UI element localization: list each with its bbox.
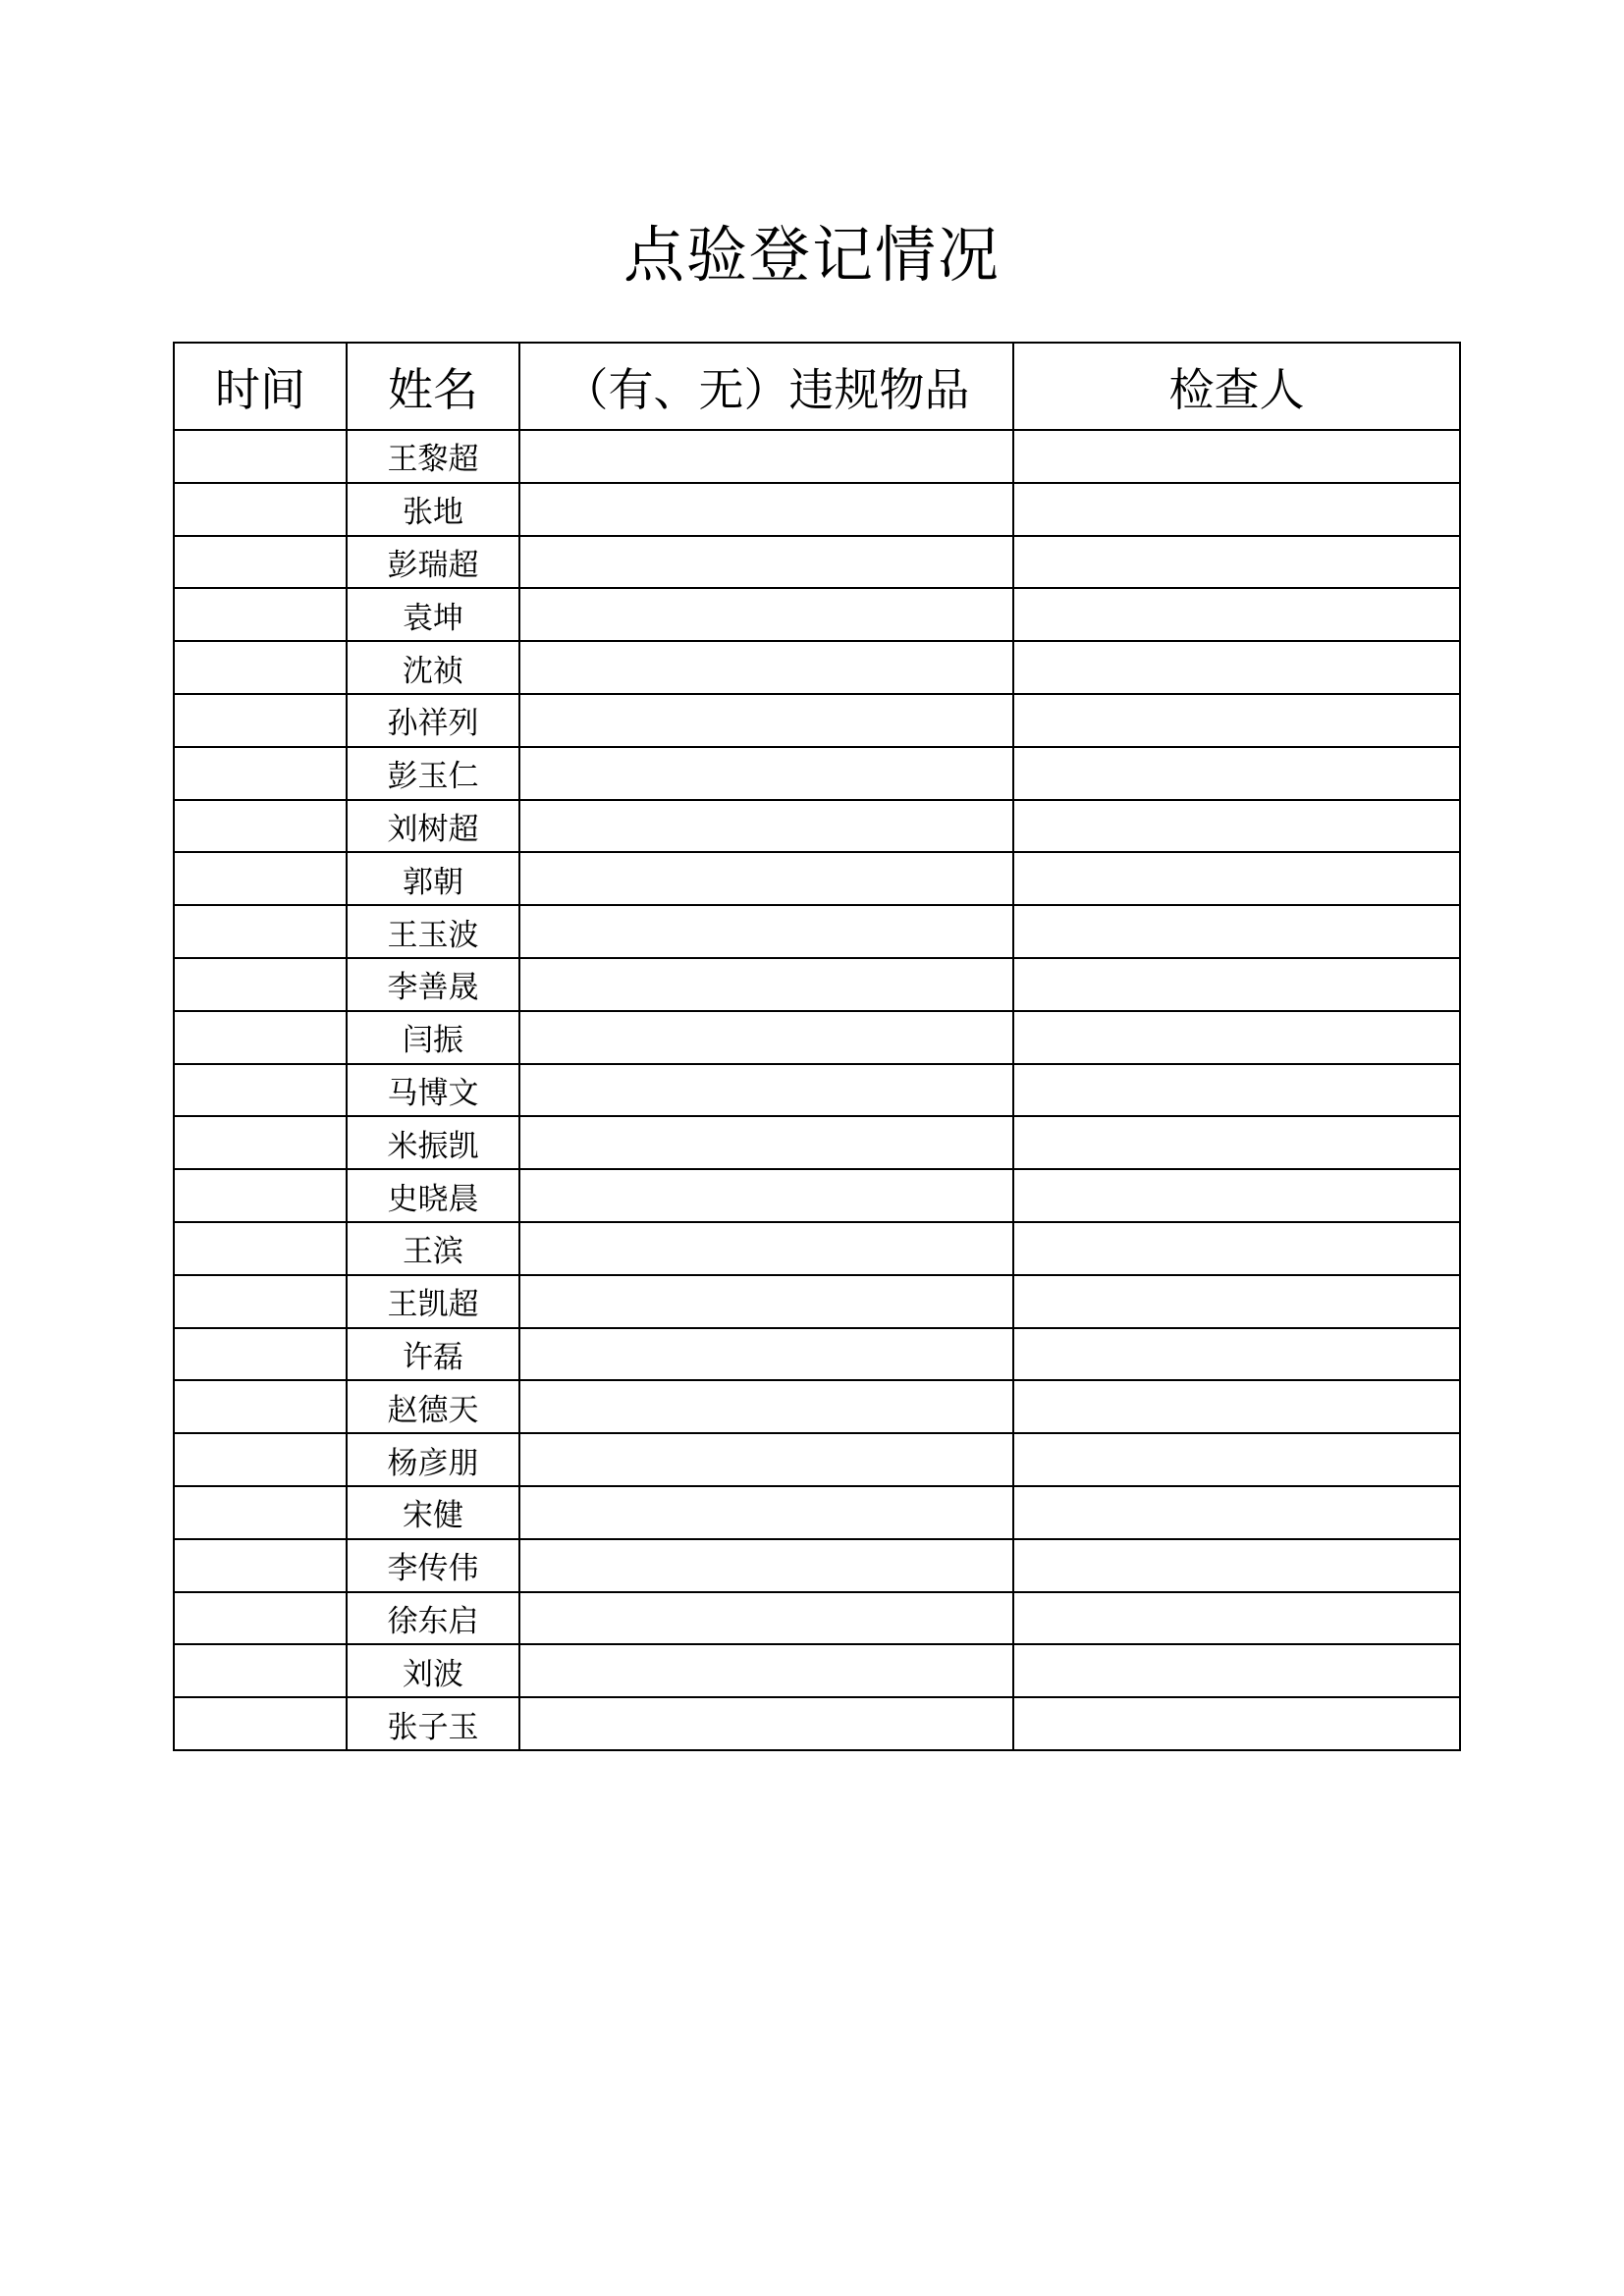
table-row — [174, 483, 1460, 536]
table-row — [174, 905, 1460, 958]
time-cell[interactable] — [174, 1644, 347, 1697]
name-cell: 王凯超 — [347, 1275, 519, 1328]
name-cell: 郭朝 — [347, 852, 519, 905]
items-cell[interactable] — [519, 1644, 1013, 1697]
inspector-cell[interactable] — [1013, 1328, 1460, 1381]
time-cell[interactable] — [174, 747, 347, 800]
items-cell[interactable] — [519, 958, 1013, 1011]
inspector-cell[interactable] — [1013, 1486, 1460, 1539]
name-cell: 米振凯 — [347, 1116, 519, 1169]
time-cell[interactable] — [174, 1275, 347, 1328]
time-cell[interactable] — [174, 588, 347, 641]
inspector-cell[interactable] — [1013, 1644, 1460, 1697]
items-cell[interactable] — [519, 747, 1013, 800]
table-row — [174, 958, 1460, 1011]
time-cell[interactable] — [174, 1116, 347, 1169]
name-cell: 赵德天 — [347, 1380, 519, 1433]
name-cell: 王黎超 — [347, 430, 519, 483]
items-cell[interactable] — [519, 1486, 1013, 1539]
table-row — [174, 1222, 1460, 1275]
time-cell[interactable] — [174, 905, 347, 958]
items-cell[interactable] — [519, 1539, 1013, 1592]
time-cell[interactable] — [174, 536, 347, 589]
inspector-cell[interactable] — [1013, 1116, 1460, 1169]
inspector-cell[interactable] — [1013, 1539, 1460, 1592]
name-cell: 马博文 — [347, 1064, 519, 1117]
page-title: 点验登记情况 — [623, 219, 1001, 291]
inspector-cell[interactable] — [1013, 694, 1460, 747]
name-cell: 闫振 — [347, 1011, 519, 1064]
items-cell[interactable] — [519, 1222, 1013, 1275]
name-cell: 张地 — [347, 483, 519, 536]
table-body — [174, 430, 1460, 1750]
name-cell: 张子玉 — [347, 1697, 519, 1750]
inspector-cell[interactable] — [1013, 641, 1460, 694]
name-cell: 沈祯 — [347, 641, 519, 694]
time-cell[interactable] — [174, 483, 347, 536]
time-cell[interactable] — [174, 1433, 347, 1486]
items-cell[interactable] — [519, 536, 1013, 589]
table-row — [174, 800, 1460, 853]
items-cell[interactable] — [519, 1697, 1013, 1750]
inspector-cell[interactable] — [1013, 1169, 1460, 1222]
table-row — [174, 1380, 1460, 1433]
inspector-cell[interactable] — [1013, 1592, 1460, 1645]
time-cell[interactable] — [174, 1380, 347, 1433]
time-cell[interactable] — [174, 1328, 347, 1381]
name-cell: 宋健 — [347, 1486, 519, 1539]
inspector-cell[interactable] — [1013, 1697, 1460, 1750]
inspector-cell[interactable] — [1013, 1380, 1460, 1433]
time-cell[interactable] — [174, 1697, 347, 1750]
items-cell[interactable] — [519, 1380, 1013, 1433]
time-cell[interactable] — [174, 1222, 347, 1275]
name-cell: 杨彦朋 — [347, 1433, 519, 1486]
time-cell[interactable] — [174, 1539, 347, 1592]
time-cell[interactable] — [174, 1011, 347, 1064]
name-cell: 徐东启 — [347, 1592, 519, 1645]
table-row — [174, 588, 1460, 641]
inspector-cell[interactable] — [1013, 852, 1460, 905]
items-cell[interactable] — [519, 1169, 1013, 1222]
inspection-register-table — [173, 342, 1461, 1751]
inspector-cell[interactable] — [1013, 1064, 1460, 1117]
inspector-cell[interactable] — [1013, 1433, 1460, 1486]
table-row — [174, 1539, 1460, 1592]
table-row — [174, 1275, 1460, 1328]
header-items: （有、无）违规物品 — [519, 343, 1013, 430]
name-cell: 王滨 — [347, 1222, 519, 1275]
items-cell[interactable] — [519, 1275, 1013, 1328]
name-cell: 刘树超 — [347, 800, 519, 853]
time-cell[interactable] — [174, 1486, 347, 1539]
inspector-cell[interactable] — [1013, 430, 1460, 483]
inspector-cell[interactable] — [1013, 905, 1460, 958]
name-cell: 彭玉仁 — [347, 747, 519, 800]
table-row — [174, 852, 1460, 905]
table-row — [174, 1011, 1460, 1064]
items-cell[interactable] — [519, 1011, 1013, 1064]
table-row — [174, 1116, 1460, 1169]
table-row — [174, 641, 1460, 694]
time-cell[interactable] — [174, 694, 347, 747]
name-cell: 王玉波 — [347, 905, 519, 958]
table-row — [174, 430, 1460, 483]
time-cell[interactable] — [174, 430, 347, 483]
items-cell[interactable] — [519, 905, 1013, 958]
time-cell[interactable] — [174, 958, 347, 1011]
time-cell[interactable] — [174, 1592, 347, 1645]
items-cell[interactable] — [519, 694, 1013, 747]
table-row — [174, 694, 1460, 747]
table-header-row — [174, 343, 1460, 430]
time-cell[interactable] — [174, 641, 347, 694]
inspector-cell[interactable] — [1013, 800, 1460, 853]
table-row — [174, 1328, 1460, 1381]
inspector-cell[interactable] — [1013, 1275, 1460, 1328]
time-cell[interactable] — [174, 852, 347, 905]
inspector-cell[interactable] — [1013, 483, 1460, 536]
name-cell: 史晓晨 — [347, 1169, 519, 1222]
items-cell[interactable] — [519, 1116, 1013, 1169]
inspector-cell[interactable] — [1013, 1011, 1460, 1064]
table-row — [174, 536, 1460, 589]
name-cell: 许磊 — [347, 1328, 519, 1381]
items-cell[interactable] — [519, 1592, 1013, 1645]
name-cell: 袁坤 — [347, 588, 519, 641]
table-row — [174, 1064, 1460, 1117]
name-cell: 彭瑞超 — [347, 536, 519, 589]
time-cell[interactable] — [174, 800, 347, 853]
inspector-cell[interactable] — [1013, 958, 1460, 1011]
table-row — [174, 1697, 1460, 1750]
name-cell: 孙祥列 — [347, 694, 519, 747]
items-cell[interactable] — [519, 1433, 1013, 1486]
inspector-cell[interactable] — [1013, 1222, 1460, 1275]
items-cell[interactable] — [519, 641, 1013, 694]
table-row — [174, 1169, 1460, 1222]
items-cell[interactable] — [519, 483, 1013, 536]
name-cell: 刘波 — [347, 1644, 519, 1697]
header-inspector: 检查人 — [1013, 343, 1460, 430]
items-cell[interactable] — [519, 1064, 1013, 1117]
inspector-cell[interactable] — [1013, 536, 1460, 589]
time-cell[interactable] — [174, 1169, 347, 1222]
inspector-cell[interactable] — [1013, 588, 1460, 641]
table-row — [174, 1433, 1460, 1486]
items-cell[interactable] — [519, 852, 1013, 905]
name-cell: 李传伟 — [347, 1539, 519, 1592]
items-cell[interactable] — [519, 430, 1013, 483]
items-cell[interactable] — [519, 800, 1013, 853]
table-row — [174, 1644, 1460, 1697]
table-row — [174, 747, 1460, 800]
table-row — [174, 1592, 1460, 1645]
items-cell[interactable] — [519, 1328, 1013, 1381]
time-cell[interactable] — [174, 1064, 347, 1117]
inspector-cell[interactable] — [1013, 747, 1460, 800]
items-cell[interactable] — [519, 588, 1013, 641]
header-name: 姓名 — [347, 343, 519, 430]
name-cell: 李善晟 — [347, 958, 519, 1011]
table-row — [174, 1486, 1460, 1539]
header-time: 时间 — [174, 343, 347, 430]
